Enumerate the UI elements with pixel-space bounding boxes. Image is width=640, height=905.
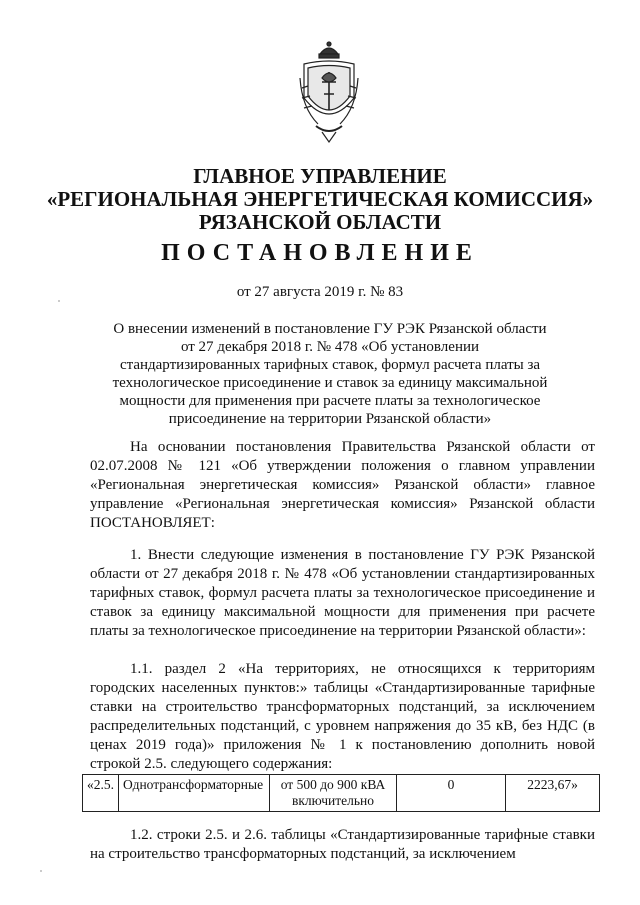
clause-1-text: 1. Внести следующие изменения в постановление ГУ РЭК Рязанской области от 27 декабря 2018 г. № 478 «Об установлении стандартизированных тарифных ставок, формул расчета платы за технологическое присоединение и ставок за единицу максимальной мощности для применения при расчете платы за технологическое присоединение на территории Рязанской области»: [90,547,595,639]
document-type-title: ПОСТАНОВЛЕНИЕ [161,240,479,266]
coat-of-arms-emblem [298,38,360,146]
agency-header-line-1: ГЛАВНОЕ УПРАВЛЕНИЕ [193,164,447,188]
table-cell-type: Однотрансформаторные [119,775,270,812]
scan-speck [40,870,42,872]
table-cell-value: 0 [397,775,506,812]
clause-1-2-paragraph [90,826,595,864]
table-cell-price: 2223,67» [506,775,600,812]
agency-header-line-2: «РЕГИОНАЛЬНАЯ ЭНЕРГЕТИЧЕСКАЯ КОМИССИЯ» [46,187,594,211]
table-row [83,775,600,812]
document-date-number: от 27 августа 2019 г. № 83 [236,284,404,300]
clause-1-1-paragraph [90,660,595,774]
tariff-table [82,774,600,812]
preamble-paragraph [90,438,595,533]
table-cell-number: «2.5. [83,775,119,812]
clause-1-2-text: 1.2. строки 2.5. и 2.6. таблицы «Стандартизированные тарифные ставки на строительство трансформаторных подстанций, за исключением [90,827,595,862]
document-subject: О внесении изменений в постановление ГУ РЭК Рязанской области от 27 декабря 2018 г. № 478 «Об установлении стандартизированных тарифных ставок, формул расчета платы за технологическое присоединение и ставок за единицу максимальной мощности для применения при расчете платы за технологическое присоединение на территории Рязанской области» [112,321,548,427]
agency-header-line-3: РЯЗАНСКОЙ ОБЛАСТИ [198,210,442,234]
preamble-text: На основании постановления Правительства Рязанской области от 02.07.2008 № 121 «Об утверждении положения о главном управлении «Региональная энергетическая комиссия» Рязанской области» главное управление «Региональная энергетическая комиссия» Рязанской области ПОСТАНОВЛЯЕТ: [90,439,595,531]
scan-speck [58,300,60,302]
clause-1-paragraph [90,546,595,641]
table-cell-range: от 500 до 900 кВА включительно [270,775,397,812]
clause-1-1-text: 1.1. раздел 2 «На территориях, не относящихся к территориям городских населенных пунктов:» таблицы «Стандартизированные тарифные ставки на строительство трансформаторных подстанций, за исключением распределительных подстанций, с уровнем напряжения до 35 кВ, без НДС (в ценах 2019 года)» приложения № 1 к постановлению дополнить новой строкой 2.5. следующего содержания: [90,661,595,772]
